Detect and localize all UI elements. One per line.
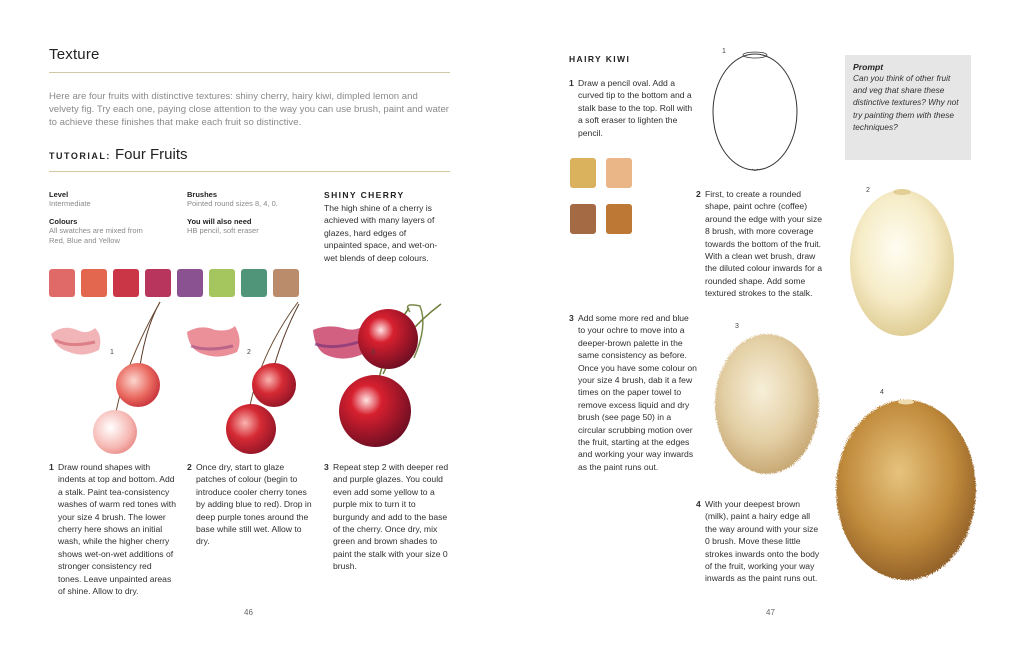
- brushes-block: [187, 190, 312, 236]
- prompt-box: [845, 55, 971, 160]
- colour-swatch: [49, 269, 75, 297]
- cherry-step-2-figure: [187, 302, 299, 454]
- cherry-intro: [324, 190, 446, 264]
- cherry-step-1: [49, 461, 177, 597]
- prompt-heading: Prompt: [853, 62, 884, 72]
- kiwi-figure-1: [706, 44, 806, 176]
- kiwi-heading: HAIRY KIWI: [569, 54, 631, 64]
- colour-swatch: [81, 269, 107, 297]
- step-text: Repeat step 2 with deeper red and purple glazes. You could even add some yellow to a purple mix to turn it to burgundy and add to the base of the cherry. Once dry, mix green and brown shades to paint the stalk with your size 0 brush.: [333, 462, 449, 572]
- step-number: 3: [569, 313, 574, 323]
- kiwi-swatches: [566, 154, 636, 238]
- cherry-step-3-figure: [313, 304, 441, 447]
- brushes-value: Pointed round sizes 8, 4, 0.: [187, 199, 278, 208]
- cherry-step-3: [324, 461, 452, 573]
- page-title: Texture: [49, 46, 100, 63]
- level-label: Level: [49, 190, 69, 199]
- colour-swatch: [606, 158, 632, 188]
- intro-paragraph: Here are four fruits with distinctive textures: shiny cherry, hairy kiwi, dimpled lemon and velvety fig. Try each one, paying close attention to the way you can use brush, paint and water to achieve these finishes that make each fruit so distinctive.: [49, 91, 449, 128]
- figure-label-2: 2: [247, 349, 251, 356]
- step-number: 1: [49, 462, 54, 472]
- step-number: 4: [696, 499, 701, 509]
- colours-label: Colours: [49, 216, 78, 226]
- step-text: Add some more red and blue to your ochre to move into a deeper-brown palette in the same consistency as before. Once you have some colour on your size 4 brush, dab it a few times on the paper towel to remove excess liquid and dry brush (see page 50) in a circular scrubbing motion over the fruit, starting at the edges and working your way inwards as the paint runs out.: [578, 313, 697, 472]
- step-text: Once dry, start to glaze patches of colour (begin to introduce cooler cherry tones by adding blue to red). Drop in deep purple tones around the base while still wet. Allow to dry.: [196, 462, 312, 547]
- cherry-heading: SHINY CHERRY: [324, 190, 405, 200]
- kiwi-step-4: [696, 498, 824, 585]
- colour-swatch: [177, 269, 203, 297]
- step-text: First, to create a rounded shape, paint ochre (coffee) around the edge with your size 8 brush, with more coverage towards the bottom of the fruit. With a clean wet brush, draw the diluted colour inwards for a rounded shape. Add some textured strokes to the stalk.: [705, 189, 823, 299]
- cherry-step-1-figure: [51, 302, 160, 454]
- step-number: 2: [187, 462, 192, 472]
- tutorial-prefix: TUTORIAL:: [49, 151, 111, 161]
- kiwi-figure-label-2: 2: [866, 187, 870, 194]
- kiwi-step-1: [569, 77, 699, 139]
- step-number: 2: [696, 189, 701, 199]
- cherry-step-2: [187, 461, 315, 548]
- prompt-text: Can you think of other fruit and veg that share these distinctive textures? Why not try painting them with these techniques?: [853, 73, 959, 132]
- title-divider: [49, 72, 450, 73]
- kiwi-figure-label-4: 4: [880, 389, 884, 396]
- right-page: [510, 0, 1020, 664]
- colour-swatch: [209, 269, 235, 297]
- step-text: Draw round shapes with indents at top and bottom. Add a stalk. Paint tea-consistency washes of warm red tones with your size 4 brush. The lower cherry here shows an initial wash, while the higher cherry shows wet-on-wet additions of stronger consistency red tones. Leave unpainted areas of shine. Allow to dry.: [58, 462, 176, 597]
- need-value: HB pencil, soft eraser: [187, 225, 259, 235]
- colour-swatch: [145, 269, 171, 297]
- colour-swatch: [570, 204, 596, 234]
- level-value: Intermediate: [49, 199, 91, 208]
- colour-swatch: [241, 269, 267, 297]
- tutorial-heading: [49, 146, 188, 163]
- figure-label-1: 1: [110, 349, 114, 356]
- step-number: 3: [324, 462, 329, 472]
- cherry-description: The high shine of a cherry is achieved with many layers of glazes, hard edges of unpainted space, and wet-on-wet blends of deep colours.: [324, 203, 438, 263]
- colour-swatch: [273, 269, 299, 297]
- step-text: With your deepest brown (milk), paint a hairy edge all the way around with your size 0 brush. Move these little strokes inwards onto the body of the fruit, working your way inwards as the paint runs out.: [705, 499, 820, 584]
- kiwi-step-3: [569, 312, 697, 473]
- page-number: 47: [766, 608, 775, 617]
- need-label: You will also need: [187, 216, 252, 226]
- figure-label-3: 3: [371, 349, 375, 356]
- colour-swatch: [606, 204, 632, 234]
- kiwi-figure-4: [836, 389, 976, 580]
- brushes-label: Brushes: [187, 190, 218, 199]
- kiwi-figure-2: [850, 187, 954, 336]
- tutorial-title: Four Fruits: [115, 146, 188, 163]
- colour-swatch: [113, 269, 139, 297]
- colour-swatch: [570, 158, 596, 188]
- kiwi-figure-label-1: 1: [722, 48, 726, 55]
- step-number: 1: [569, 78, 574, 88]
- kiwi-figure-3: [715, 323, 819, 474]
- kiwi-figure-label-3: 3: [735, 323, 739, 330]
- step-text: Draw a pencil oval. Add a curved tip to the bottom and a stalk base to the top. Roll with a soft eraser to lighten the pencil.: [578, 78, 693, 138]
- cherry-swatches: [45, 266, 305, 302]
- page-number: 46: [244, 608, 253, 617]
- tutorial-divider: [49, 171, 450, 172]
- cherry-illustrations: [45, 300, 465, 460]
- colours-value: All swatches are mixed from Red, Blue and Yellow: [49, 225, 143, 245]
- level-block: [49, 190, 179, 247]
